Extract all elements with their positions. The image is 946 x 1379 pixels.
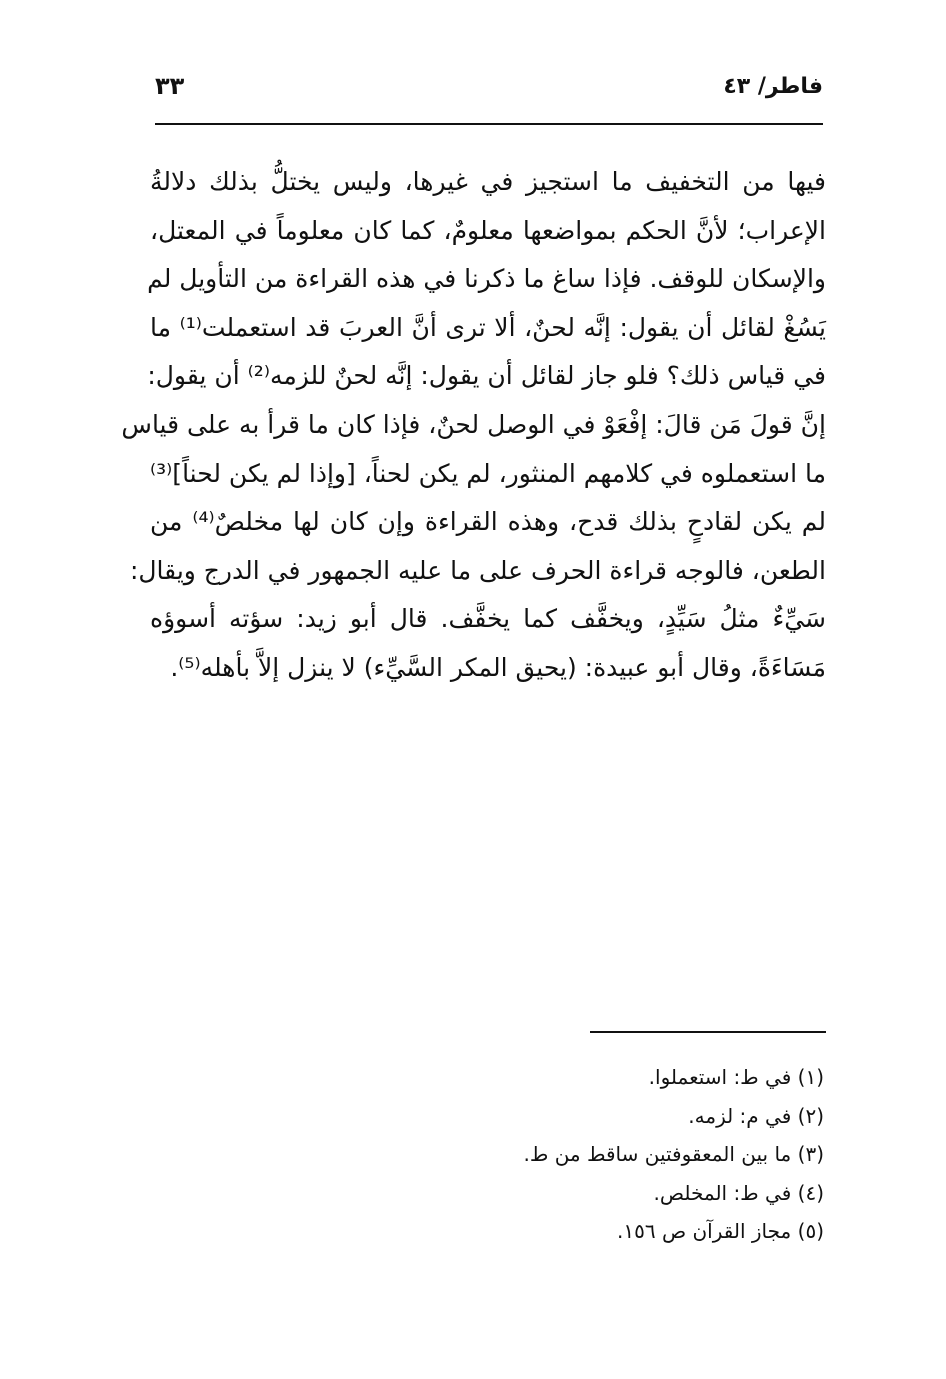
text-line: فيها من التخفيف ما استجيز في غيرها، وليس يختلُّ بذلك دلالةُ: [150, 167, 826, 196]
text-line: في قياس ذلك؟ فلو جاز لقائل أن يقول: إنَّه لحنٌ للزمه⁽²⁾ أن يقول:: [147, 361, 826, 391]
text-line: إنَّ قولَ مَن قالَ: إفْعَوْ في الوصل لحنٌ، فإذا كان ما قرأ به على قياس: [121, 409, 826, 439]
text-line: سَيِّءٌ مثلُ سَيِّدٍ، ويخفَّف كما يخفَّف. قال أبو زيد: سؤته أسوؤه: [150, 604, 826, 634]
page-number: ٣٣: [155, 72, 185, 100]
text-line: الإعراب؛ لأنَّ الحكم بمواضعها معلومٌ، كما كان معلوماً في المعتل،: [150, 215, 826, 245]
text-line: والإسكان للوقف. فإذا ساغ ما ذكرنا في هذه القراءة من التأويل لم: [147, 264, 826, 294]
header-rule: [155, 123, 823, 125]
text-line: يَسُغْ لقائل أن يقول: إنَّه لحنٌ، ألا ترى أنَّ العربَ قد استعملت⁽¹⁾ ما: [150, 312, 826, 342]
footnote: (٥) مجاز القرآن ص ١٥٦.: [617, 1219, 824, 1243]
footnote: (٢) في م: لزمه.: [688, 1103, 824, 1128]
text-line: الطعن، فالوجه قراءة الحرف على ما عليه الجمهور في الدرج ويقال:: [129, 555, 826, 585]
text-line: ما استعملوه في كلامهم المنثور، لم يكن لحناً، [وإذا لم يكن لحناً]⁽³⁾: [150, 458, 826, 488]
text-line: مَسَاءَةً، وقال أبو عبيدة: (يحيق المكر السَّيِّء) لا ينزل إلاَّ بأهله⁽⁵⁾.: [170, 652, 826, 682]
footnote: (١) في ط: استعملوا.: [648, 1065, 824, 1089]
text-line: لم يكن لقادحٍ بذلك قدح، وهذه القراءة وإن كان لها مخلصٌ⁽⁴⁾ من: [150, 507, 826, 537]
running-head: فاطر/ ٤٣: [723, 74, 823, 99]
footnote-rule: [590, 1031, 826, 1033]
page-header: [155, 70, 823, 110]
footnote: (٣) ما بين المعقوفتين ساقط من ط.: [523, 1142, 824, 1166]
footnote: (٤) في ط: المخلص.: [653, 1180, 824, 1205]
footnotes: [324, 1058, 824, 1251]
main-text: [121, 158, 826, 693]
